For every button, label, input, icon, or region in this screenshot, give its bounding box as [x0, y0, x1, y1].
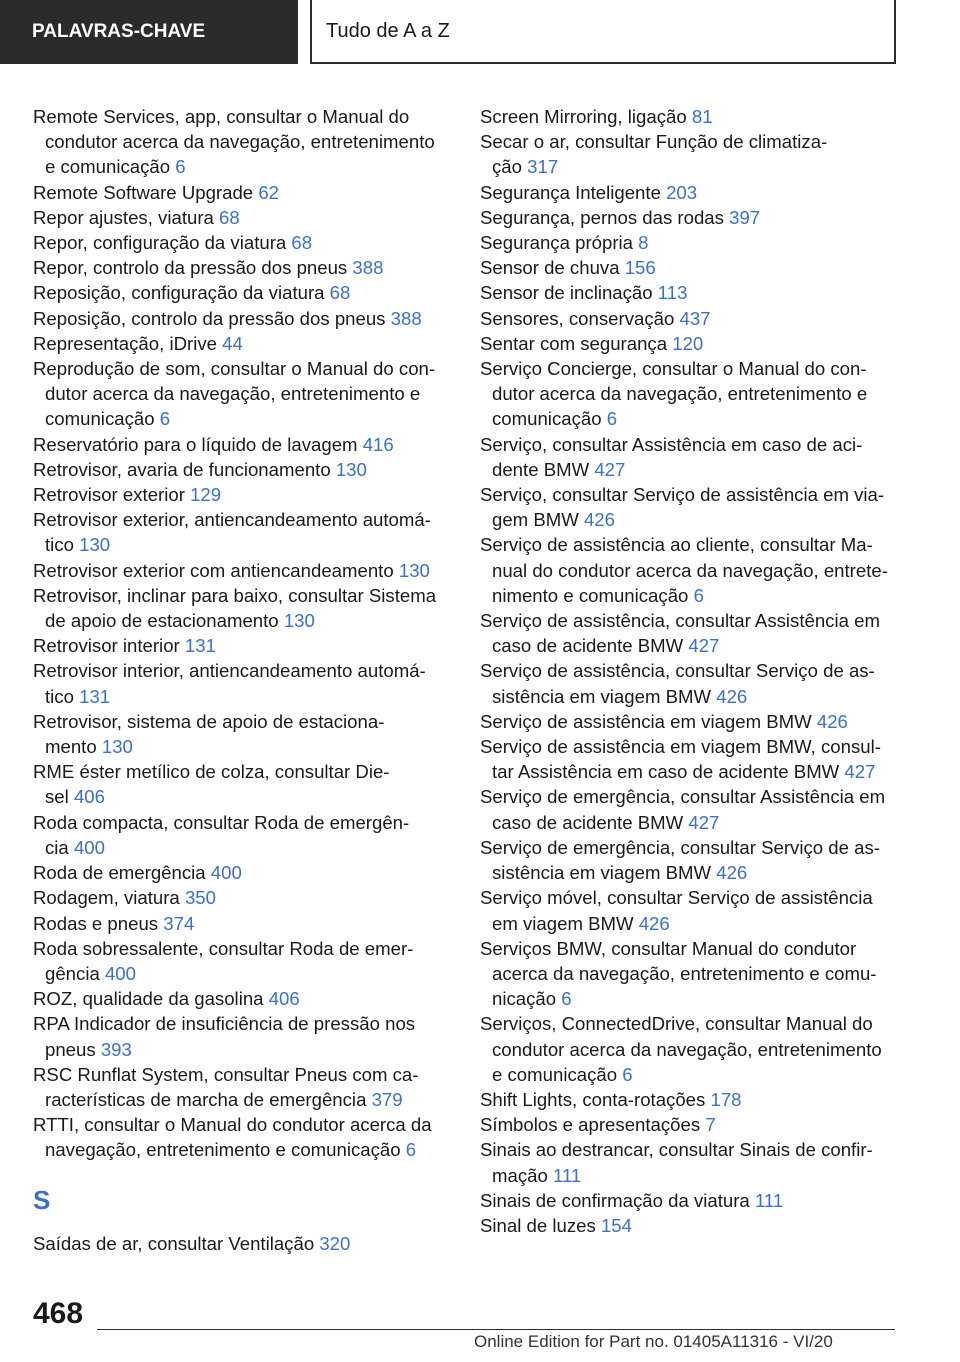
- entry-text: sel: [45, 786, 69, 808]
- index-entry: [480, 936, 900, 1012]
- page-link[interactable]: 68: [219, 206, 240, 228]
- entry-text: Saídas de ar, consultar Ventilação: [33, 1232, 315, 1254]
- index-entry: [480, 1213, 900, 1238]
- page-link[interactable]: 130: [101, 736, 133, 758]
- entry-text: Serviço, consultar Assistência em caso de aci-: [480, 433, 863, 455]
- page-link[interactable]: 130: [79, 534, 111, 556]
- page-link[interactable]: 437: [679, 307, 711, 329]
- entry-text: mação: [492, 1164, 548, 1186]
- entry-text: Representação, iDrive: [33, 332, 217, 354]
- index-entry: [480, 885, 900, 935]
- entry-text: Serviço de assistência ao cliente, consultar Ma-: [480, 534, 873, 556]
- entry-text: Serviço, consultar Serviço de assistência em via-: [480, 484, 885, 506]
- page-link[interactable]: 6: [561, 988, 572, 1010]
- index-list-left: [33, 104, 453, 1163]
- entry-text: Sentar com segurança: [480, 332, 668, 354]
- index-entry: [33, 507, 453, 557]
- index-entry: [480, 482, 900, 532]
- index-entry: [480, 205, 900, 230]
- entry-text: sistência em viagem BMW: [492, 685, 712, 707]
- index-entry: [480, 1112, 900, 1137]
- entry-text: caso de acidente BMW: [492, 635, 684, 657]
- entry-text: Retrovisor, sistema de apoio de estaciona-: [33, 710, 385, 732]
- page-link[interactable]: 416: [362, 433, 394, 455]
- page-link[interactable]: 8: [638, 232, 649, 254]
- entry-text: pneus: [45, 1038, 96, 1060]
- entry-text: Rodas e pneus: [33, 912, 159, 934]
- index-entry: [480, 432, 900, 482]
- entry-text: Sensores, conservação: [480, 307, 675, 329]
- entry-text: RTTI, consultar o Manual do condutor acerca da: [33, 1114, 432, 1136]
- page-link[interactable]: 81: [691, 106, 713, 127]
- index-entry: [33, 331, 453, 356]
- page-link[interactable]: 317: [527, 156, 559, 178]
- entry-text: Serviços BMW, consultar Manual do condutor: [480, 937, 857, 959]
- entry-text: Reservatório para o líquido de lavagem: [33, 433, 358, 455]
- page-link[interactable]: 426: [638, 912, 670, 934]
- index-entry: [33, 1062, 453, 1112]
- page-link[interactable]: 6: [405, 1139, 417, 1161]
- page-link[interactable]: 427: [688, 635, 720, 657]
- index-entry: [33, 482, 453, 507]
- index-entry: [33, 936, 453, 986]
- index-entry: [33, 230, 453, 255]
- entry-text: nimento e comunicação: [492, 584, 689, 606]
- entry-text: nual do condutor acerca da navegação, entrete-: [492, 559, 888, 581]
- entry-text: Serviço de assistência em viagem BMW, consul-: [480, 736, 881, 758]
- index-entry: [33, 457, 453, 482]
- page-link[interactable]: 6: [622, 1063, 633, 1085]
- index-entry: [480, 835, 900, 885]
- entry-text: e comunicação: [45, 156, 171, 178]
- index-entry: [33, 1112, 453, 1162]
- index-entry: [33, 986, 453, 1011]
- index-entry: [33, 180, 453, 205]
- entry-text: Serviço Concierge, consultar o Manual do con-: [480, 358, 867, 380]
- page-link[interactable]: 6: [606, 408, 618, 430]
- index-column-right: [480, 104, 900, 1238]
- entry-text: Retrovisor interior: [33, 635, 180, 657]
- entry-text: racterísticas de marcha de emergência: [45, 1088, 367, 1110]
- index-entry: [33, 810, 453, 860]
- page-link[interactable]: 6: [159, 408, 171, 430]
- entry-text: gem BMW: [492, 509, 579, 531]
- page-number: 468: [33, 1297, 84, 1330]
- index-entry: [480, 1137, 900, 1187]
- entry-text: Remote Software Upgrade: [33, 181, 254, 203]
- entry-text: RPA Indicador de insuficiência de pressão nos: [33, 1013, 416, 1035]
- entry-text: Retrovisor interior, antiencandeamento automá-: [33, 660, 426, 682]
- entry-text: ROZ, qualidade da gasolina: [33, 988, 264, 1010]
- page-link[interactable]: 400: [104, 962, 136, 984]
- page-link[interactable]: 393: [100, 1038, 132, 1060]
- page-link[interactable]: 426: [716, 862, 748, 884]
- page-link[interactable]: 156: [624, 257, 656, 279]
- page-link[interactable]: 406: [268, 988, 300, 1010]
- page-link[interactable]: 320: [319, 1232, 351, 1254]
- index-entry: [480, 709, 900, 734]
- page-link[interactable]: 397: [729, 206, 761, 228]
- entry-text: Símbolos e apresentações: [480, 1114, 701, 1136]
- entry-text: condutor acerca da navegação, entretenimento: [45, 131, 435, 153]
- page-link[interactable]: 426: [716, 685, 748, 707]
- entry-text: tar Assistência em caso de acidente BMW: [492, 761, 840, 783]
- index-entry: [33, 104, 453, 180]
- entry-text: Shift Lights, conta-rotações: [480, 1088, 706, 1110]
- edition-note: Online Edition for Part no. 01405A11316 - VI/20: [474, 1332, 833, 1351]
- index-entry: [480, 129, 900, 179]
- page-link[interactable]: 6: [693, 584, 704, 606]
- index-entry: [480, 356, 900, 432]
- entry-text: Sinais de confirmação da viatura: [480, 1189, 750, 1211]
- page-link[interactable]: 388: [352, 257, 384, 279]
- entry-text: Roda compacta, consultar Roda de emergên-: [33, 811, 410, 833]
- index-entry: [33, 759, 453, 809]
- index-entry: [33, 583, 453, 633]
- entry-text: ção: [492, 156, 522, 178]
- page-link[interactable]: 130: [335, 458, 367, 480]
- entry-text: Reposição, controlo da pressão dos pneus: [33, 307, 386, 329]
- entry-text: Roda sobressalente, consultar Roda de emer-: [33, 937, 414, 959]
- index-entry: [480, 1011, 900, 1087]
- index-entry: [33, 633, 453, 658]
- index-entry: [480, 104, 900, 129]
- index-entry: [33, 860, 453, 885]
- page-link[interactable]: 178: [710, 1088, 742, 1110]
- page-link[interactable]: 427: [844, 761, 876, 783]
- entry-text: e comunicação: [492, 1063, 618, 1085]
- page-link[interactable]: 203: [666, 181, 698, 203]
- index-entry: [480, 1188, 900, 1213]
- entry-text: Repor, controlo da pressão dos pneus: [33, 257, 348, 279]
- entry-text: Retrovisor exterior: [33, 484, 185, 506]
- entry-text: Sinal de luzes: [480, 1214, 596, 1236]
- entry-text: navegação, entretenimento e comunicação: [45, 1139, 401, 1161]
- entry-text: de apoio de estacionamento: [45, 610, 279, 632]
- entry-text: Segurança Inteligente: [480, 181, 661, 203]
- page-header: [0, 0, 960, 66]
- entry-text: Retrovisor exterior, antiencandeamento automá-: [33, 509, 431, 531]
- index-entry: [480, 1087, 900, 1112]
- entry-text: comunicação: [45, 408, 155, 430]
- entry-text: tico: [45, 534, 74, 556]
- index-entry: [33, 558, 453, 583]
- entry-text: Serviços, ConnectedDrive, consultar Manual do: [480, 1013, 873, 1035]
- page-link[interactable]: 350: [184, 887, 216, 909]
- entry-text: sistência em viagem BMW: [492, 862, 712, 884]
- index-entry: [480, 784, 900, 834]
- entry-text: Repor ajustes, viatura: [33, 206, 214, 228]
- index-entry: [480, 608, 900, 658]
- index-entry: [33, 709, 453, 759]
- index-column-left: [33, 104, 453, 1256]
- entry-text: mento: [45, 736, 97, 758]
- entry-text: Retrovisor, inclinar para baixo, consultar Sistema: [33, 584, 437, 606]
- index-entry: [33, 911, 453, 936]
- entry-text: em viagem BMW: [492, 912, 634, 934]
- index-entry: [33, 1231, 453, 1256]
- section-letter: S: [33, 1184, 51, 1215]
- index-entry: [33, 432, 453, 457]
- index-list-right: [480, 104, 900, 1238]
- index-entry: [480, 180, 900, 205]
- footer-divider: [97, 1329, 895, 1330]
- entry-text: Sinais ao destrancar, consultar Sinais de confir-: [480, 1139, 873, 1161]
- entry-text: dente BMW: [492, 458, 590, 480]
- page-link[interactable]: 130: [283, 610, 315, 632]
- entry-text: Repor, configuração da viatura: [33, 232, 287, 254]
- entry-text: Sensor de inclinação: [480, 282, 653, 304]
- page-link[interactable]: 111: [754, 1189, 784, 1211]
- entry-text: Serviço de assistência, consultar Assistência em: [480, 610, 880, 632]
- index-entry: [33, 205, 453, 230]
- entry-text: Roda de emergência: [33, 862, 206, 884]
- entry-text: dutor acerca da navegação, entretenimento e: [45, 383, 421, 405]
- entry-text: gência: [45, 962, 100, 984]
- page-link[interactable]: 68: [291, 232, 313, 254]
- page-link[interactable]: 131: [79, 685, 111, 707]
- index-entry: [33, 356, 453, 432]
- page-link[interactable]: 6: [175, 156, 186, 178]
- index-entry: [480, 331, 900, 356]
- entry-text: tico: [45, 685, 74, 707]
- index-entry: [33, 658, 453, 708]
- index-entry: [480, 230, 900, 255]
- index-entry: [480, 306, 900, 331]
- page-link[interactable]: 7: [705, 1114, 716, 1136]
- index-entry: [33, 306, 453, 331]
- page-link[interactable]: 131: [184, 635, 216, 657]
- page-link[interactable]: 154: [600, 1214, 632, 1236]
- entry-text: dutor acerca da navegação, entretenimento e: [492, 383, 868, 405]
- entry-text: Serviço de assistência em viagem BMW: [480, 710, 812, 732]
- entry-text: caso de acidente BMW: [492, 811, 684, 833]
- entry-text: Sensor de chuva: [480, 257, 620, 279]
- entry-text: Serviço de assistência, consultar Serviço de as-: [480, 660, 875, 682]
- chapter-title: Tudo de A a Z: [310, 0, 896, 64]
- entry-text: condutor acerca da navegação, entretenimento: [492, 1038, 882, 1060]
- entry-text: Segurança própria: [480, 232, 633, 254]
- entry-text: Retrovisor, avaria de funcionamento: [33, 458, 331, 480]
- entry-text: Reposição, configuração da viatura: [33, 282, 325, 304]
- page-link[interactable]: 400: [210, 862, 242, 884]
- entry-text: Serviço de emergência, consultar Assistência em: [480, 786, 886, 808]
- index-entry: [33, 280, 453, 305]
- index-entry: [480, 658, 900, 708]
- page-link[interactable]: 427: [594, 458, 626, 480]
- entry-text: Serviço de emergência, consultar Serviço de as-: [480, 836, 880, 858]
- page-link[interactable]: 400: [73, 836, 105, 858]
- page-link[interactable]: 44: [222, 332, 243, 354]
- page-link[interactable]: 120: [672, 332, 704, 354]
- page-link[interactable]: 379: [371, 1088, 403, 1110]
- page-link[interactable]: 68: [329, 282, 351, 304]
- entry-text: Screen Mirroring, ligação: [480, 106, 687, 127]
- entry-text: Secar o ar, consultar Função de climatiza-: [480, 131, 828, 153]
- page-link[interactable]: 129: [190, 484, 222, 506]
- section-tab[interactable]: PALAVRAS-CHAVE: [0, 0, 298, 64]
- index-entry: [33, 885, 453, 910]
- entry-text: cia: [45, 836, 69, 858]
- page-link[interactable]: 406: [73, 786, 105, 808]
- entry-text: RME éster metílico de colza, consultar Die-: [33, 761, 390, 783]
- index-entry: [480, 532, 900, 608]
- index-entry: [33, 1011, 453, 1061]
- entry-text: comunicação: [492, 408, 602, 430]
- index-list-left-after: [33, 1231, 453, 1256]
- entry-text: acerca da navegação, entretenimento e comu-: [492, 962, 877, 984]
- index-entry: [33, 255, 453, 280]
- page-link[interactable]: 388: [390, 307, 422, 329]
- page-link[interactable]: 130: [398, 559, 430, 581]
- entry-text: RSC Runflat System, consultar Pneus com ca-: [33, 1063, 419, 1085]
- entry-text: Remote Services, app, consultar o Manual do: [33, 106, 410, 127]
- page-link[interactable]: 62: [258, 181, 279, 203]
- page-link[interactable]: 113: [657, 282, 688, 304]
- index-entry: [480, 280, 900, 305]
- page-link[interactable]: 427: [688, 811, 720, 833]
- index-entry: [480, 255, 900, 280]
- page-link[interactable]: 374: [163, 912, 195, 934]
- entry-text: Rodagem, viatura: [33, 887, 180, 909]
- page-link[interactable]: 111: [552, 1164, 582, 1186]
- entry-text: Reprodução de som, consultar o Manual do con-: [33, 358, 436, 380]
- index-entry: [480, 734, 900, 784]
- page-link[interactable]: 426: [583, 509, 615, 531]
- entry-text: Retrovisor exterior com antiencandeamento: [33, 559, 394, 581]
- entry-text: nicação: [492, 988, 557, 1010]
- page-link[interactable]: 426: [816, 710, 848, 732]
- entry-text: Serviço móvel, consultar Serviço de assistência: [480, 887, 873, 909]
- entry-text: Segurança, pernos das rodas: [480, 206, 724, 228]
